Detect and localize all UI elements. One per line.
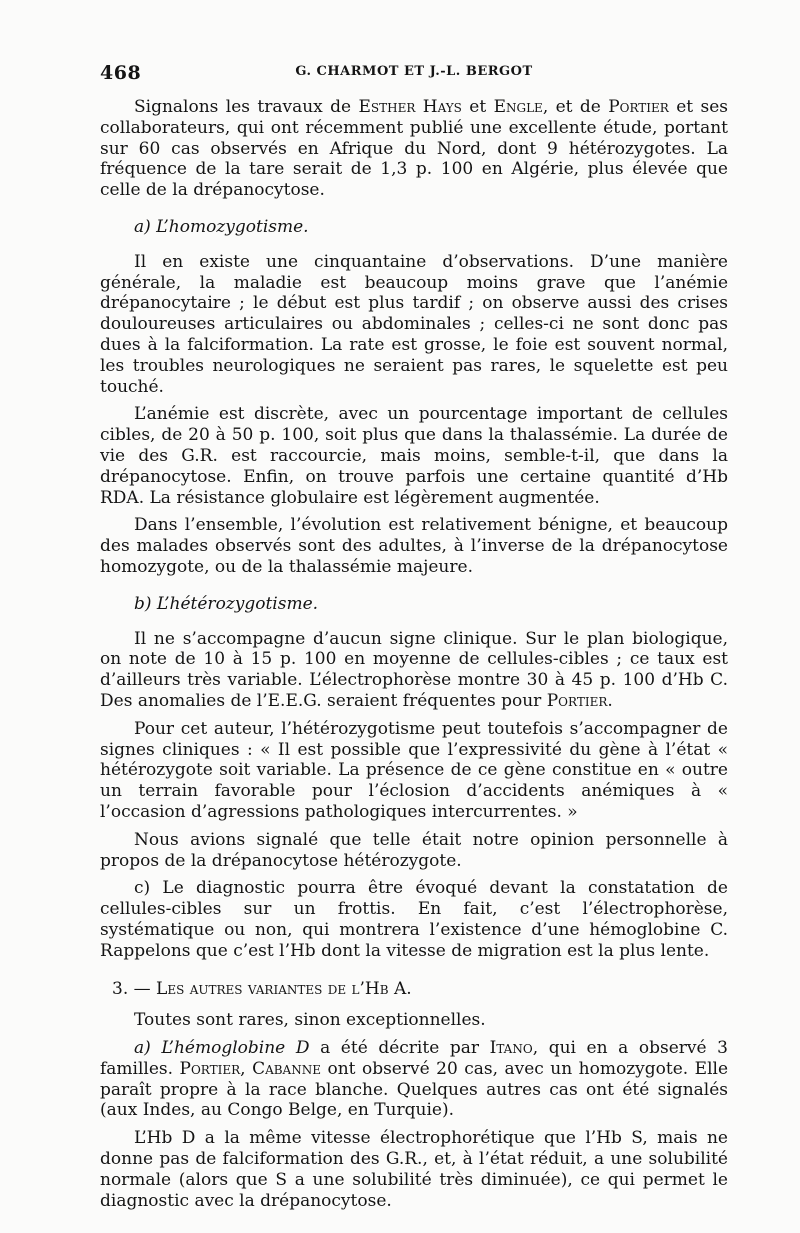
paragraph-10: a) L’hémoglobine D a été décrite par Itano, qui en a observé 3 familles. Portier, Cabanne ont observé 20 cas, avec un homozygote. Elle paraît propre à la race blanche. Quelques autres cas ont été signalés (aux Indes, au Congo Belge, en Turquie). [100,1038,729,1121]
paragraph-3: L’anémie est discrète, avec un pourcentage important de cellules cibles, de 20 à 50 p. 100, soit plus que dans la thalassémie. La durée de vie des G.R. est raccourcie, mais moins, semble-t-il, que dans la drépanocytose. Enfin, on trouve parfois une certaine quantité d’Hb RDA. La résistance globulaire est légèrement augmentée. [100,404,728,508]
author-name: Engle [493,97,543,117]
author-name: Portier [546,690,608,711]
paragraph-11: L’Hb D a la même vitesse électrophorétique que l’Hb S, mais ne donne pas de falciformation des G.R., et, à l’état réduit, a une solubilité normale (alors que S a une solubilité très diminuée), ce qui permet le diagnostic avec la drépanocytose. [100,1128,728,1211]
paragraph-5: Il ne s’accompagne d’aucun signe clinique. Sur le plan biologique, on note de 10 à 15 p. 100 en moyenne de cellules-cibles ; ce taux est d’ailleurs très variable. L’électrophorèse montre 30 à 45 p. 100 d’Hb C. Des anomalies de l’E.E.G. seraient fréquentes pour Portier. [100,628,728,711]
paragraph-7: Nous avions signalé que telle était notre opinion personnelle à propos de la drépanocytose hétérozygote. [100,829,728,871]
paragraph-4: Dans l’ensemble, l’évolution est relativement bénigne, et beaucoup des malades observés sont des adultes, à l’inverse de la drépanocytose homozygote, ou de la thalassémie majeure. [100,515,728,577]
item-label: a) L’hémoglobine D [134,1038,310,1059]
author-name: Esther Hays [358,97,462,117]
running-title: G. CHARMOT ET J.-L. BERGOT [295,64,533,79]
author-name: Portier [608,97,669,117]
paragraph-6: Pour cet auteur, l’hétérozygotisme peut toutefois s’accompagner de signes cliniques : « Il est possible que l’expressivité du gène à l’état « hétérozygote soit variable. La présence de ce gène constitue en « outre un terrain favorable pour l’éclosion d’accidents anémiques à « l’occasion d’agressions pathologiques intercurrentes. » [100,718,728,822]
page-number: 468 [100,62,142,84]
paragraph-9: Toutes sont rares, sinon exceptionnelles. [134,1010,486,1031]
author-name: Cabanne [252,1058,321,1079]
author-name: Portier [179,1058,241,1079]
author-name: Itano [489,1038,533,1059]
paragraph-1: Signalons les travaux de Esther Hays et Engle, et de Portier et ses collaborateurs, qui ont récemment publié une excellente étude, portant sur 60 cas observés en Afrique du Nord, dont 9 hétérozygotes. La fréquence de la tare serait de 1,3 p. 100 en Algérie, plus élevée que celle de la drépanocytose. [100,97,729,201]
subheading-heterozygotism: b) L’hétérozygotisme. [134,593,319,614]
subheading-homozygotism: a) L’homozygotisme. [134,216,309,237]
paragraph-8: c) Le diagnostic pourra être évoqué devant la constatation de cellules-cibles sur un frottis. En fait, c’est l’électrophorèse, systématique ou non, qui montrera l’existence d’une hémoglobine C. Rappelons que c’est l’Hb dont la vitesse de migration est la plus lente. [100,878,728,961]
body-text [100,97,728,1218]
paragraph-2: Il en existe une cinquantaine d’observations. D’une manière générale, la maladie est beaucoup moins grave que l’anémie drépanocytaire ; le début est plus tardif ; on observe aussi des crises douloureuses articulaires ou abdominales ; celles-ci ne sont donc pas dues à la falciformation. La rate est grosse, le foie est souvent normal, les troubles neurologiques ne seraient pas rares, le squelette est peu touché. [100,251,728,397]
section-heading-3: 3. — Les autres variantes de l’Hb A. [112,979,412,1000]
